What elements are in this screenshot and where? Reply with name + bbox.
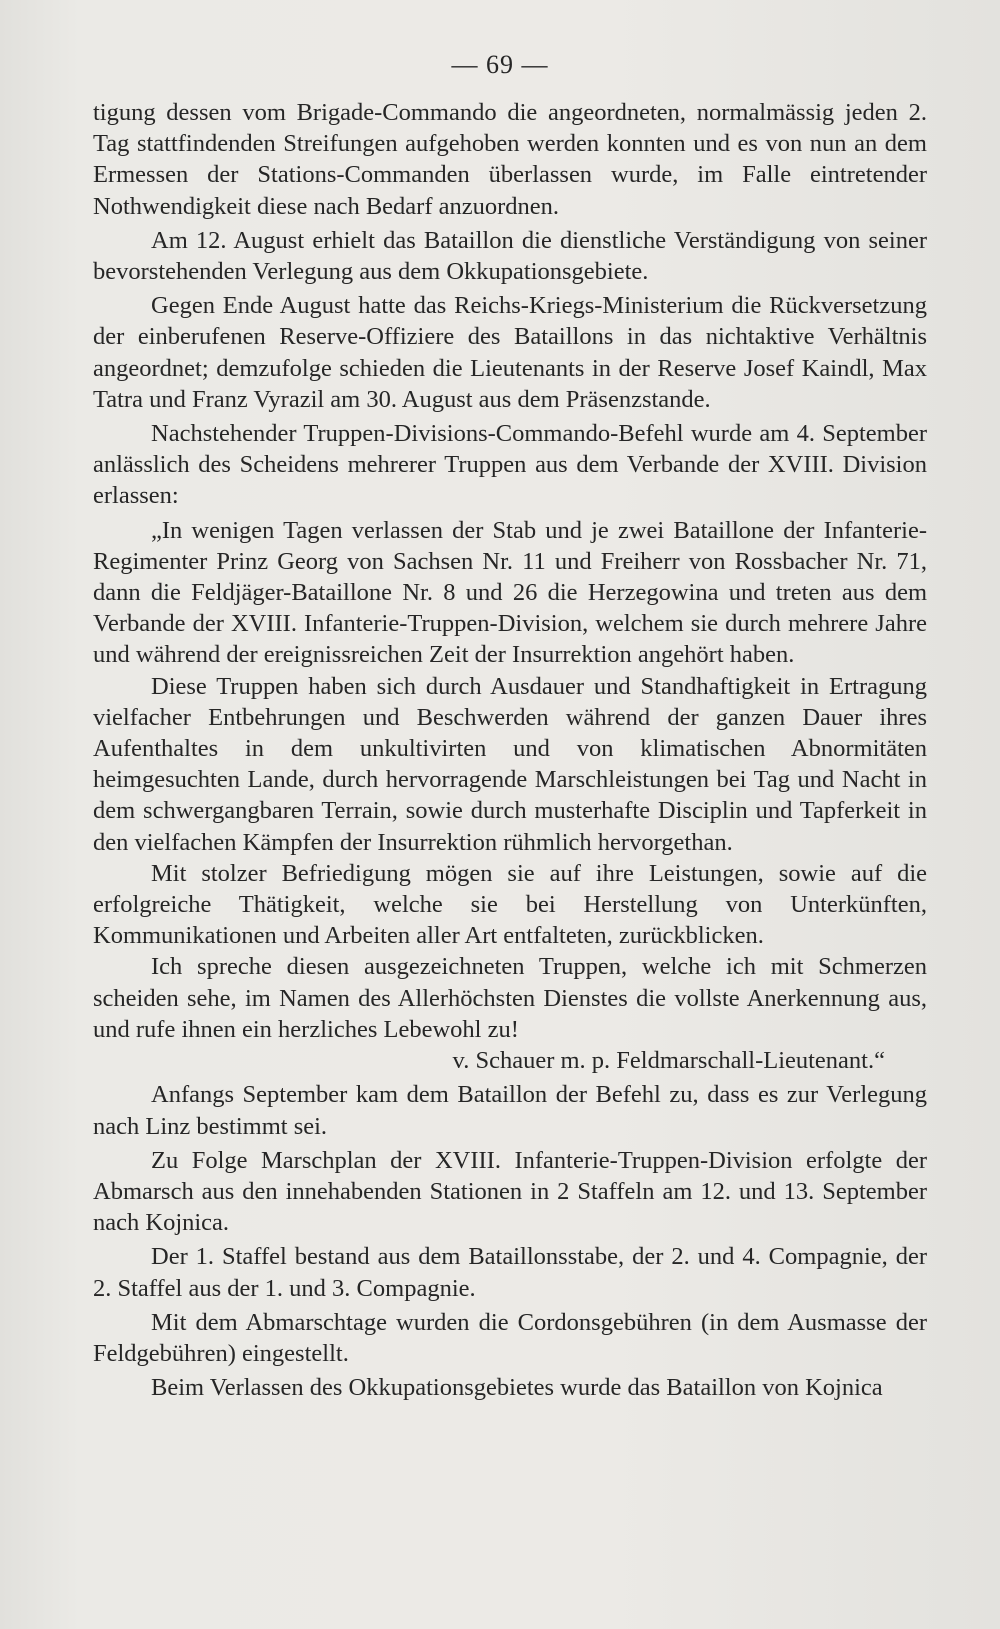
paragraph-order-quote-3: Mit stolzer Befriedigung mögen sie auf ihre Leistungen, sowie auf die erfolgreiche Thätigkeit, welche sie bei Herstellung von Unterkünften, Kommunikationen und Arbeiten aller Art entfalteten, zurückblicken.: [93, 859, 927, 950]
paragraph-staffeln: Der 1. Staffel bestand aus dem Bataillonsstabe, der 2. und 4. Compagnie, der 2. Staffel aus der 1. und 3. Compagnie.: [93, 1243, 927, 1302]
paragraph-order-quote-4: Ich spreche diesen ausgezeichneten Truppen, welche ich mit Schmerzen scheiden sehe, im Namen des Allerhöchsten Dienstes die vollste Anerkennung aus, und rufe ihnen ein herzliches Lebewohl zu!: [93, 953, 927, 1043]
paragraph-reserve-officers: Gegen Ende August hatte das Reichs-Kriegs-Ministerium die Rückversetzung der einberufenen Reserve-Offiziere des Bataillons in das nichtaktive Verhältnis angeordnet; demzufolge schieden die Lieutenants in der Reserve Josef Kaindl, Max Tatra und Franz Vyrazil am 30. August aus dem Präsenzstande.: [93, 292, 927, 413]
paragraph-leaving-area: Beim Verlassen des Okkupationsgebietes wurde das Bataillon von Kojnica: [151, 1374, 883, 1402]
page-number: — 69 —: [451, 50, 549, 79]
paragraph-division-order-intro: Nachstehender Truppen-Divisions-Commando-Befehl wurde am 4. September anlässlich des Scheidens mehrerer Truppen aus dem Verbande der XVIII. Division erlassen:: [93, 420, 927, 510]
paragraph-linz-order: Anfangs September kam dem Bataillon der Befehl zu, dass es zur Verlegung nach Linz bestimmt sei.: [93, 1081, 927, 1140]
paragraph-order-quote-2: Diese Truppen haben sich durch Ausdauer und Standhaftigkeit in Ertragung vielfacher Entbehrungen und Beschwerden während der ganzen Dauer ihres Aufenthaltes in dem unkultivirten und von klimatischen Abnormitäten heimgesuchten Lande, durch hervorragende Marschleistungen bei Tag und Nacht in dem schwergangbaren Terrain, sowie durch musterhafte Disciplin und Tapferkeit in den vielfachen Kämpfen der Insurrektion rühmlich hervorgethan.: [93, 672, 927, 856]
order-signature: v. Schauer m. p. Feldmarschall-Lieutenant.“: [452, 1047, 885, 1075]
paragraph-streifungen: tigung dessen vom Brigade-Commando die angeordneten, normalmässig jeden 2. Tag stattfindenden Streifungen aufgehoben werden konnten und es von nun an dem Ermessen der Stations-Commanden überlassen wurde, im Falle eintretender Nothwendigkeit diese nach Bedarf anzuordnen.: [93, 99, 927, 220]
paragraph-order-quote-1: „In wenigen Tagen verlassen der Stab und je zwei Bataillone der Infanterie-Regimenter Prinz Georg von Sachsen Nr. 11 und Freiherr von Rossbacher Nr. 71, dann die Feldjäger-Bataillone Nr. 8 und 26 die Herzegowina und treten aus dem Verbande der XVIII. Infanterie-Truppen-Division, welchem sie durch mehrere Jahre und während der ereignissreichen Zeit der Insurrektion angehört haben.: [93, 516, 927, 669]
paragraph-march-plan: Zu Folge Marschplan der XVIII. Infanterie-Truppen-Division erfolgte der Abmarsch aus den innehabenden Stationen in 2 Staffeln am 12. und 13. September nach Kojnica.: [93, 1146, 927, 1237]
paragraph-verlegung-notice: Am 12. August erhielt das Bataillon die dienstliche Verständigung von seiner bevorstehenden Verlegung aus dem Okkupationsgebiete.: [93, 226, 927, 286]
paragraph-cordon-fees: Mit dem Abmarschtage wurden die Cordonsgebühren (in dem Ausmasse der Feldgebühren) eingestellt.: [93, 1308, 927, 1367]
page-body: [93, 97, 927, 1403]
